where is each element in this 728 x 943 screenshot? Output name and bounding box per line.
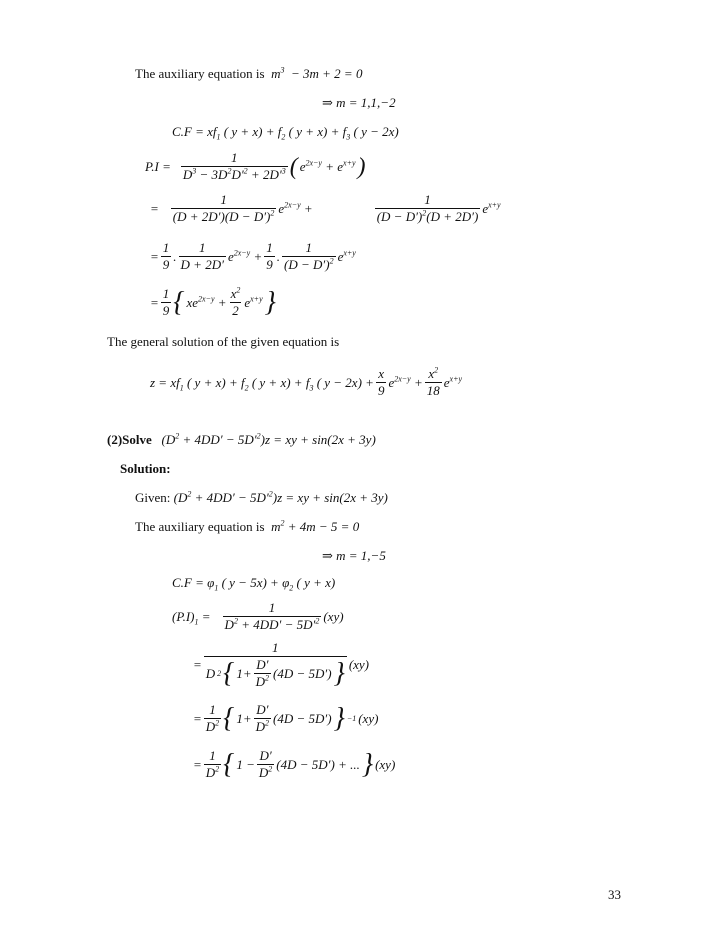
general-solution-label: The general solution of the given equation is bbox=[107, 334, 340, 349]
aux-equation-line-1 bbox=[135, 66, 362, 82]
general-solution-equation: $z = xf_1$ ( $y + x) + f_2$ ( $y + x) + f_3$ ( y − 2x) + $\frac{x}{9}$ $e^{2x-y}$ + $\frac{x^2}{18}$ $e^{x+y}$ bbox=[150, 365, 463, 398]
solution-label: Solution: bbox=[120, 461, 171, 476]
aux-equation-line-2: The auxiliary equation is $m^2 + 4m - 5 = 0$ bbox=[135, 518, 360, 534]
problem-2-line bbox=[107, 432, 376, 448]
pi-line-1: P.I = $\frac{1}{D^3 - 3D^2D'^2 + 2D'^3}$ ( $e^{2x-y} + e^{x+y}$ ) bbox=[145, 150, 366, 182]
pi2-step-2: = $\frac{1}{D^2}$ { 1+ D′ $D^2$ (4D − 5D′) } −1 (xy) bbox=[193, 702, 379, 734]
pi-line-2: $(P.I)_1$ = $\frac{1}{D^2 + 4DD' - 5D'^2}$ (xy) bbox=[172, 600, 344, 632]
cf-line-1: $C.F = xf_1$ ( $y + x) + f_2$ ( $y + x) + f_3$ ( y − 2x) bbox=[172, 124, 399, 142]
roots-line-2: ⇒ m = 1,−5 bbox=[322, 548, 386, 563]
pi-step-1: = $\frac{1}{(D + 2D')(D - D')^2}$ $e^{2x-y}$ + $\frac{1}{(D - D')^2(D + 2D')}$ $e^{x+y}$ bbox=[150, 192, 501, 224]
page-number: 33 bbox=[608, 887, 621, 902]
given-label: Given: bbox=[135, 490, 171, 505]
problem-2-equation: $(D^2 + 4DD' - 5D'^2)z$ = xy + sin(2x + 3y) bbox=[161, 431, 376, 447]
aux-equation-1: $m^3 - 3m + 2 = 0$ bbox=[271, 65, 363, 81]
aux-label-1: The auxiliary equation is bbox=[135, 66, 265, 81]
pi2-step-3: = $\frac{1}{D^2}$ { 1 − D′ $D^2$ (4D − 5D′) + ... } (xy) bbox=[193, 748, 396, 780]
roots-line-1: ⇒ m = 1,1,−2 bbox=[322, 95, 396, 110]
pi2-step-1: = 1 D 2 { 1+ D′ $D^2$ (4D − 5D′) } (xy) bbox=[193, 640, 370, 689]
aux-label-2: The auxiliary equation is bbox=[135, 519, 265, 534]
given-line: Given: $(D^2 + 4DD' - 5D'^2)z$ = xy + sin(2x + 3y) bbox=[135, 489, 388, 505]
cf-line-2: $C.F = \varphi_1$ ( $y - 5x) + \varphi_2$ ( y + x) bbox=[172, 575, 336, 593]
problem-2-label: (2)Solve bbox=[107, 432, 152, 447]
pi-step-3: = $\frac{1}{9}$ { $xe^{2x-y}$ + $\frac{x^2}{2}$ $e^{x+y}$ } bbox=[150, 285, 276, 318]
pi-step-2: = $\frac{1}{9}$ . 1 D + 2D′ $e^{2x-y}$ + $\frac{1}{9}$ . 1 $(D - D')^2$ $e^{x+y}$ bbox=[150, 240, 356, 272]
